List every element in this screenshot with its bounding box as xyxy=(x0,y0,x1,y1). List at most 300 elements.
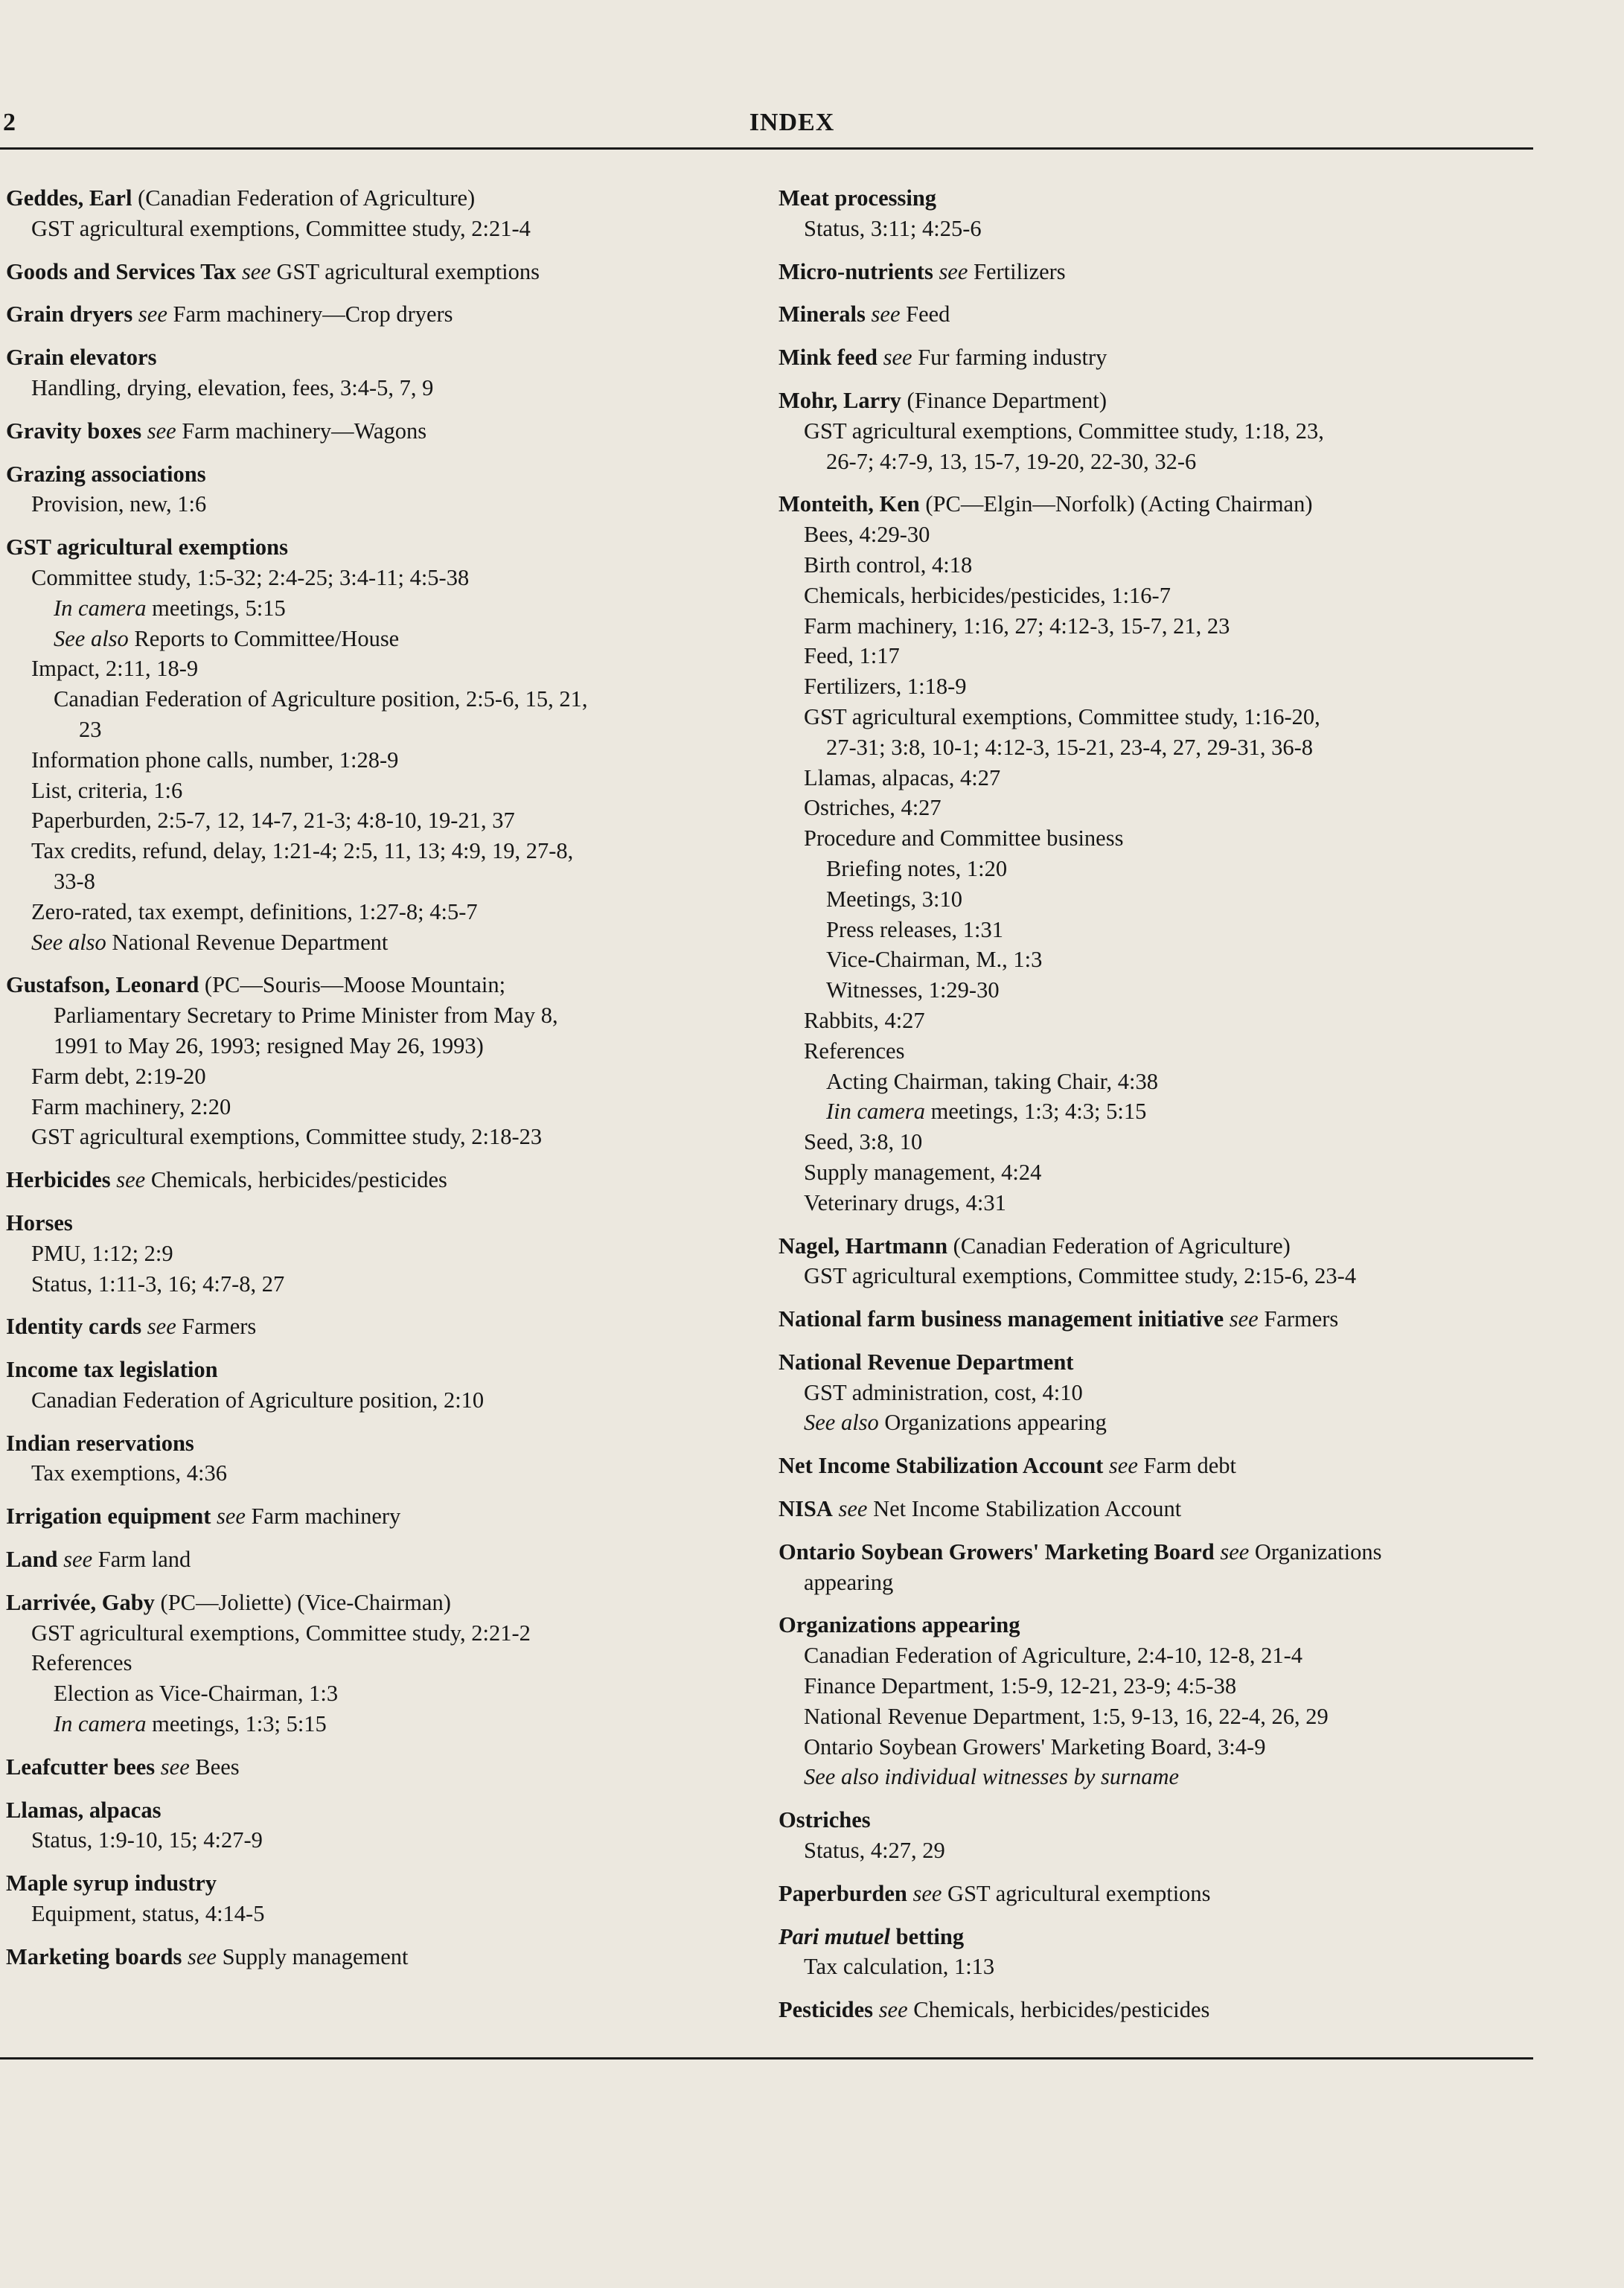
index-entry xyxy=(6,183,765,244)
index-text: GST agricultural exemptions xyxy=(270,258,540,284)
index-text: Equipment, status, 4:14-5 xyxy=(31,1901,265,1927)
index-entry xyxy=(779,299,1530,330)
index-subentry-line xyxy=(6,1122,765,1152)
index-heading-line xyxy=(6,1752,765,1783)
index-text: (Canadian Federation of Agriculture) xyxy=(947,1233,1291,1259)
index-heading-line xyxy=(779,1610,1530,1640)
index-subentry-line xyxy=(779,915,1530,945)
index-heading-line xyxy=(6,342,765,373)
index-italic-text: In camera xyxy=(54,1711,147,1737)
page-number: 2 xyxy=(3,109,16,136)
index-entry xyxy=(779,1922,1530,1983)
index-heading-text: betting xyxy=(889,1923,965,1949)
index-text: GST agricultural exemptions, Committee study, 2:21-4 xyxy=(31,215,531,241)
index-text: Rabbits, 4:27 xyxy=(804,1007,925,1033)
index-subentry-line xyxy=(6,624,765,654)
index-subentry-line xyxy=(6,1239,765,1269)
index-subentry-line xyxy=(6,489,765,520)
index-subentry-line xyxy=(6,1825,765,1856)
index-text: Tax credits, refund, delay, 1:21-4; 2:5, 11, 13; 4:9, 19, 27-8, xyxy=(31,838,574,864)
index-subentry-line xyxy=(779,1378,1530,1408)
index-subentry-line xyxy=(779,1157,1530,1188)
index-subentry-line xyxy=(6,836,765,866)
index-subentry-line xyxy=(6,1000,765,1031)
index-subentry-line xyxy=(779,611,1530,642)
index-entry xyxy=(6,1208,765,1299)
index-text: Election as Vice-Chairman, 1:3 xyxy=(54,1681,339,1707)
index-subentry-line xyxy=(779,1671,1530,1701)
index-text: Farm machinery, 1:16, 27; 4:12-3, 15-7, 21, 23 xyxy=(804,613,1230,639)
index-italic-text: See also xyxy=(804,1410,879,1436)
index-text: GST agricultural exemptions, Committee study, 2:18-23 xyxy=(31,1124,543,1150)
index-column-right xyxy=(779,183,1530,2038)
index-subentry-line xyxy=(779,1732,1530,1763)
bottom-rule xyxy=(0,2057,1533,2059)
index-text: Seed, 3:8, 10 xyxy=(804,1129,923,1155)
index-entry xyxy=(6,299,765,330)
index-heading-text: Monteith, Ken xyxy=(779,491,920,517)
index-subentry-line xyxy=(779,1762,1530,1792)
index-heading-line xyxy=(6,1165,765,1195)
index-text: Zero-rated, tax exempt, definitions, 1:27-8; 4:5-7 xyxy=(31,898,478,924)
index-entry xyxy=(779,489,1530,1218)
index-text: 26-7; 4:7-9, 13, 15-7, 19-20, 22-30, 32-6 xyxy=(826,448,1197,474)
index-heading-line xyxy=(779,1805,1530,1835)
index-heading-text: Goods and Services Tax xyxy=(6,258,237,284)
index-italic-text: see xyxy=(1103,1453,1138,1479)
index-entry xyxy=(779,1304,1530,1335)
index-text: List, criteria, 1:6 xyxy=(31,777,183,803)
index-text: Ostriches, 4:27 xyxy=(804,795,942,821)
index-text: 1991 to May 26, 1993; resigned May 26, 1993) xyxy=(54,1032,484,1058)
index-heading-line xyxy=(6,1428,765,1459)
index-heading-text: Organizations appearing xyxy=(779,1612,1020,1638)
index-text: Canadian Federation of Agriculture position, 2:10 xyxy=(31,1387,485,1413)
index-heading-line xyxy=(779,1304,1530,1335)
index-heading-text: NISA xyxy=(779,1496,833,1522)
index-text: Status, 1:11-3, 16; 4:7-8, 27 xyxy=(31,1271,285,1297)
index-text: Fur farming industry xyxy=(912,345,1107,371)
index-heading-line xyxy=(779,1995,1530,2025)
index-text: Handling, drying, elevation, fees, 3:4-5, 7, 9 xyxy=(31,374,434,400)
index-subentry-line xyxy=(779,1640,1530,1671)
index-heading-text: Minerals xyxy=(779,301,866,327)
index-heading-line xyxy=(6,1355,765,1385)
index-text: Provision, new, 1:6 xyxy=(31,491,207,517)
index-entry xyxy=(779,1610,1530,1792)
index-italic-text: See also xyxy=(31,929,106,955)
index-text: GST agricultural exemptions, Committee study, 1:18, 23, xyxy=(804,418,1324,444)
index-heading-text: Gravity boxes xyxy=(6,418,142,444)
index-subentry-line xyxy=(6,684,765,715)
index-text: Committee study, 1:5-32; 2:4-25; 3:4-11; 4:5-38 xyxy=(31,564,470,590)
index-text: GST administration, cost, 4:10 xyxy=(804,1379,1083,1405)
index-text: Status, 3:11; 4:25-6 xyxy=(804,215,982,241)
index-entry xyxy=(779,1805,1530,1866)
index-italic-text: see xyxy=(57,1547,93,1573)
index-subentry-line xyxy=(6,1709,765,1739)
index-entry xyxy=(779,1537,1530,1598)
index-heading-text: Ostriches xyxy=(779,1807,871,1833)
index-subentry-line xyxy=(779,1568,1530,1598)
index-subentry-line xyxy=(779,641,1530,671)
index-heading-line xyxy=(6,1501,765,1532)
index-subentry-line xyxy=(779,793,1530,823)
index-text: Ontario Soybean Growers' Marketing Board, 3:4-9 xyxy=(804,1733,1266,1760)
index-subentry-line xyxy=(779,671,1530,702)
index-subentry-line xyxy=(6,1031,765,1061)
index-heading-text: Larrivée, Gaby xyxy=(6,1589,155,1615)
index-subentry-line xyxy=(6,1618,765,1649)
index-text: GST agricultural exemptions, Committee study, 2:21-2 xyxy=(31,1620,531,1646)
index-heading-text: Meat processing xyxy=(779,185,937,211)
index-subentry-line xyxy=(779,447,1530,477)
index-text: Paperburden, 2:5-7, 12, 14-7, 21-3; 4:8-10, 19-21, 37 xyxy=(31,808,515,834)
index-text: Status, 1:9-10, 15; 4:27-9 xyxy=(31,1827,263,1853)
index-entry xyxy=(6,416,765,447)
index-heading-line xyxy=(6,1795,765,1826)
index-heading-line xyxy=(6,1208,765,1239)
index-heading-text: Grazing associations xyxy=(6,461,206,487)
index-subentry-line xyxy=(779,1096,1530,1127)
index-heading-text: National Revenue Department xyxy=(779,1349,1074,1375)
index-subentry-line xyxy=(779,520,1530,550)
index-text: Reports to Committee/House xyxy=(128,625,400,651)
index-heading-text: Indian reservations xyxy=(6,1430,194,1456)
index-entry xyxy=(6,1752,765,1783)
index-text: Procedure and Committee business xyxy=(804,825,1124,851)
index-text: Meetings, 3:10 xyxy=(826,886,962,912)
index-text: (PC—Souris—Moose Mountain; xyxy=(199,972,506,998)
index-heading-text: Pari mutuel xyxy=(779,1923,890,1949)
index-text: meetings, 5:15 xyxy=(146,595,286,621)
index-entry xyxy=(779,1879,1530,1909)
index-entry xyxy=(6,1942,765,1972)
index-heading-line xyxy=(6,416,765,447)
index-heading-line xyxy=(779,1494,1530,1524)
index-subentry-line xyxy=(6,897,765,927)
index-italic-text: see xyxy=(832,1496,868,1522)
index-italic-text: see xyxy=(236,258,271,284)
index-heading-line xyxy=(779,386,1530,416)
index-heading-text: Grain elevators xyxy=(6,345,157,371)
index-text: Farmers xyxy=(1258,1306,1339,1332)
index-subentry-line xyxy=(6,715,765,745)
index-entry xyxy=(6,1795,765,1856)
index-subentry-line xyxy=(6,1678,765,1709)
index-text: Chemicals, herbicides/pesticides xyxy=(907,1997,1210,2023)
index-subentry-line xyxy=(6,805,765,836)
index-subentry-line xyxy=(779,1701,1530,1732)
index-heading-text: Paperburden xyxy=(779,1880,907,1906)
index-heading-line xyxy=(6,1942,765,1972)
index-text: Vice-Chairman, M., 1:3 xyxy=(826,947,1043,973)
index-heading-line xyxy=(6,459,765,490)
index-text: Organizations xyxy=(1249,1538,1382,1565)
index-italic-text: see xyxy=(873,1997,908,2023)
index-heading-text: Mink feed xyxy=(779,345,878,371)
index-subentry-line xyxy=(779,975,1530,1006)
index-subentry-line xyxy=(6,593,765,624)
index-subentry-line xyxy=(779,884,1530,915)
index-entry xyxy=(779,257,1530,287)
index-text: (PC—Joliette) (Vice-Chairman) xyxy=(154,1589,451,1615)
index-text: GST agricultural exemptions, Committee study, 1:16-20, xyxy=(804,703,1320,729)
index-text: meetings, 1:3; 4:3; 5:15 xyxy=(924,1099,1147,1125)
index-heading-line xyxy=(6,183,765,214)
index-heading-text: National farm business management initiative xyxy=(779,1306,1224,1332)
index-italic-text: see xyxy=(907,1880,942,1906)
index-entry xyxy=(6,459,765,520)
index-heading-line xyxy=(6,257,765,287)
index-entry xyxy=(6,970,765,1152)
index-text: 33-8 xyxy=(54,868,95,894)
index-subentry-line xyxy=(779,1036,1530,1067)
index-subentry-line xyxy=(779,1006,1530,1036)
index-text: (Canadian Federation of Agriculture) xyxy=(132,185,476,211)
index-text: Canadian Federation of Agriculture position, 2:5-6, 15, 21, xyxy=(54,686,588,712)
index-text: References xyxy=(804,1038,905,1064)
index-subentry-line xyxy=(6,654,765,684)
index-italic-text: see xyxy=(877,345,912,371)
index-heading-text: Grain dryers xyxy=(6,301,133,327)
index-subentry-line xyxy=(779,1188,1530,1218)
index-subentry-line xyxy=(779,702,1530,732)
index-entry xyxy=(6,1501,765,1532)
index-entry xyxy=(779,1451,1530,1481)
index-italic-text: See also xyxy=(54,625,129,651)
index-heading-line xyxy=(779,1451,1530,1481)
index-italic-text: see xyxy=(110,1167,146,1193)
index-italic-text: see xyxy=(1214,1538,1250,1565)
index-text: National Revenue Department, 1:5, 9-13, 16, 22-4, 26, 29 xyxy=(804,1703,1329,1729)
index-heading-text: Nagel, Hartmann xyxy=(779,1233,948,1259)
index-text: Press releases, 1:31 xyxy=(826,916,1004,942)
index-subentry-line xyxy=(779,1067,1530,1097)
index-heading-line xyxy=(6,532,765,563)
index-text: Impact, 2:11, 18-9 xyxy=(31,656,199,682)
index-text: Farmers xyxy=(176,1314,257,1340)
index-heading-text: Pesticides xyxy=(779,1997,874,2023)
index-heading-line xyxy=(779,342,1530,373)
index-entry xyxy=(6,532,765,957)
index-heading-line xyxy=(779,489,1530,520)
index-entry xyxy=(6,1165,765,1195)
index-entry xyxy=(779,183,1530,244)
index-entry xyxy=(779,1494,1530,1524)
index-italic-text: see xyxy=(141,1314,176,1340)
index-text: References xyxy=(31,1650,132,1676)
index-entry xyxy=(6,1544,765,1575)
index-heading-line xyxy=(779,299,1530,330)
index-text: Acting Chairman, taking Chair, 4:38 xyxy=(826,1068,1159,1094)
index-italic-text: see xyxy=(132,301,167,327)
index-entry xyxy=(6,257,765,287)
index-entry xyxy=(6,342,765,403)
index-entry xyxy=(779,386,1530,476)
index-text: (Finance Department) xyxy=(901,387,1107,413)
index-text: Veterinary drugs, 4:31 xyxy=(804,1189,1006,1215)
index-italic-text: See also individual witnesses by surname xyxy=(804,1764,1180,1790)
index-text: Information phone calls, number, 1:28-9 xyxy=(31,747,399,773)
index-subentry-line xyxy=(6,373,765,403)
index-heading-text: Identity cards xyxy=(6,1314,142,1340)
index-text: Finance Department, 1:5-9, 12-21, 23-9; 4:5-38 xyxy=(804,1673,1237,1699)
index-heading-line xyxy=(779,1537,1530,1568)
index-heading-text: Herbicides xyxy=(6,1167,111,1193)
index-text: Fertilizers xyxy=(968,258,1066,284)
index-text: Birth control, 4:18 xyxy=(804,552,973,578)
index-subentry-line xyxy=(779,945,1530,975)
index-heading-line xyxy=(6,299,765,330)
index-subentry-line xyxy=(6,776,765,806)
index-column-left xyxy=(6,183,765,1985)
index-subentry-line xyxy=(779,214,1530,244)
index-subentry-line xyxy=(6,214,765,244)
index-text: Chemicals, herbicides/pesticides, 1:16-7 xyxy=(804,582,1171,608)
index-text: Chemicals, herbicides/pesticides xyxy=(145,1167,447,1193)
index-italic-text: see xyxy=(865,301,901,327)
index-entry xyxy=(779,1995,1530,2025)
index-text: Status, 4:27, 29 xyxy=(804,1838,945,1864)
index-entry xyxy=(6,1311,765,1342)
index-entry xyxy=(6,1428,765,1489)
index-text: meetings, 1:3; 5:15 xyxy=(146,1711,327,1737)
index-subentry-line xyxy=(6,1648,765,1678)
index-entry xyxy=(779,342,1530,373)
index-italic-text: see xyxy=(141,418,176,444)
index-heading-line xyxy=(779,1231,1530,1262)
index-text: Parliamentary Secretary to Prime Minister from May 8, xyxy=(54,1003,558,1029)
index-subentry-line xyxy=(779,550,1530,581)
index-text: GST agricultural exemptions xyxy=(942,1880,1211,1906)
index-text: Farm debt, 2:19-20 xyxy=(31,1063,206,1089)
index-subentry-line xyxy=(6,927,765,958)
index-heading-text: GST agricultural exemptions xyxy=(6,534,289,560)
index-entry xyxy=(779,1231,1530,1292)
index-italic-text: see xyxy=(155,1754,190,1780)
index-heading-text: Micro-nutrients xyxy=(779,258,933,284)
index-heading-text: Leafcutter bees xyxy=(6,1754,156,1780)
index-text: Supply management xyxy=(216,1943,409,1969)
index-subentry-line xyxy=(779,823,1530,854)
index-heading-text: Horses xyxy=(6,1209,73,1236)
index-entry xyxy=(6,1355,765,1416)
index-subentry-line xyxy=(6,1458,765,1489)
index-subentry-line xyxy=(779,1127,1530,1157)
index-heading-line xyxy=(6,1544,765,1575)
index-text: Bees, 4:29-30 xyxy=(804,522,930,548)
index-subentry-line xyxy=(6,1092,765,1122)
index-subentry-line xyxy=(779,763,1530,793)
index-heading-line xyxy=(779,1922,1530,1952)
index-subentry-line xyxy=(779,732,1530,763)
index-text: Farm machinery—Wagons xyxy=(176,418,427,444)
index-text: Farm machinery—Crop dryers xyxy=(167,301,453,327)
index-text: GST agricultural exemptions, Committee study, 2:15-6, 23-4 xyxy=(804,1263,1357,1289)
index-heading-line xyxy=(779,1879,1530,1909)
index-italic-text: see xyxy=(211,1504,246,1530)
index-heading-text: Maple syrup industry xyxy=(6,1870,217,1896)
index-text: Organizations appearing xyxy=(878,1410,1107,1436)
index-entry xyxy=(779,1347,1530,1438)
index-subentry-line xyxy=(6,1269,765,1300)
index-text: Supply management, 4:24 xyxy=(804,1159,1042,1185)
index-text: 23 xyxy=(79,716,102,742)
index-text: Farm machinery, 2:20 xyxy=(31,1093,231,1119)
index-subentry-line xyxy=(6,1061,765,1092)
index-subentry-line xyxy=(6,1899,765,1929)
index-subentry-line xyxy=(779,581,1530,611)
index-subentry-line xyxy=(779,1835,1530,1866)
index-heading-text: Gustafson, Leonard xyxy=(6,972,199,998)
index-heading-line xyxy=(779,257,1530,287)
index-heading-text: Irrigation equipment xyxy=(6,1504,211,1530)
index-heading-line xyxy=(779,183,1530,214)
index-subentry-line xyxy=(6,1385,765,1416)
index-text: Witnesses, 1:29-30 xyxy=(826,977,1000,1003)
index-text: National Revenue Department xyxy=(106,929,389,955)
index-text: Farm land xyxy=(92,1547,191,1573)
index-heading-line xyxy=(779,1347,1530,1378)
index-text: Canadian Federation of Agriculture, 2:4-10, 12-8, 21-4 xyxy=(804,1643,1302,1669)
index-text: appearing xyxy=(804,1569,894,1595)
index-text: Farm machinery xyxy=(245,1504,401,1530)
index-subentry-line xyxy=(779,416,1530,447)
index-subentry-line xyxy=(779,1952,1530,1982)
index-heading-line xyxy=(6,1311,765,1342)
index-text: Briefing notes, 1:20 xyxy=(826,855,1008,881)
index-text: Llamas, alpacas, 4:27 xyxy=(804,764,1001,790)
index-italic-text: see xyxy=(933,258,968,284)
index-text: Feed xyxy=(900,301,950,327)
index-heading-text: Llamas, alpacas xyxy=(6,1797,162,1823)
index-text: Tax exemptions, 4:36 xyxy=(31,1460,228,1486)
index-heading-text: Mohr, Larry xyxy=(779,387,901,413)
index-subentry-line xyxy=(6,563,765,593)
index-subentry-line xyxy=(779,1261,1530,1291)
index-heading-text: Marketing boards xyxy=(6,1943,182,1969)
index-subentry-line xyxy=(779,1407,1530,1438)
index-text: Bees xyxy=(189,1754,240,1780)
index-subentry-line xyxy=(779,854,1530,884)
index-italic-text: see xyxy=(182,1943,217,1969)
index-heading-text: Land xyxy=(6,1547,58,1573)
index-subentry-line xyxy=(6,745,765,776)
index-heading-text: Geddes, Earl xyxy=(6,185,132,211)
index-heading-line xyxy=(6,1868,765,1899)
index-heading-text: Net Income Stabilization Account xyxy=(779,1453,1104,1479)
index-text: Farm debt xyxy=(1137,1453,1237,1479)
index-italic-text: see xyxy=(1224,1306,1259,1332)
index-text: PMU, 1:12; 2:9 xyxy=(31,1240,173,1266)
index-italic-text: Iin camera xyxy=(826,1099,925,1125)
index-text: Feed, 1:17 xyxy=(804,643,900,669)
index-heading-line xyxy=(6,1588,765,1618)
index-entry xyxy=(6,1868,765,1929)
index-subentry-line xyxy=(6,866,765,897)
index-heading-line xyxy=(6,970,765,1000)
index-heading-text: Ontario Soybean Growers' Marketing Board xyxy=(779,1538,1215,1565)
index-italic-text: In camera xyxy=(54,595,147,621)
top-rule xyxy=(0,147,1533,150)
index-heading-text: Income tax legislation xyxy=(6,1357,218,1383)
index-text: Net Income Stabilization Account xyxy=(867,1496,1182,1522)
running-head: INDEX xyxy=(749,109,835,136)
index-text: Fertilizers, 1:18-9 xyxy=(804,674,967,700)
index-text: Tax calculation, 1:13 xyxy=(804,1954,995,1980)
index-text: (PC—Elgin—Norfolk) (Acting Chairman) xyxy=(919,491,1313,517)
